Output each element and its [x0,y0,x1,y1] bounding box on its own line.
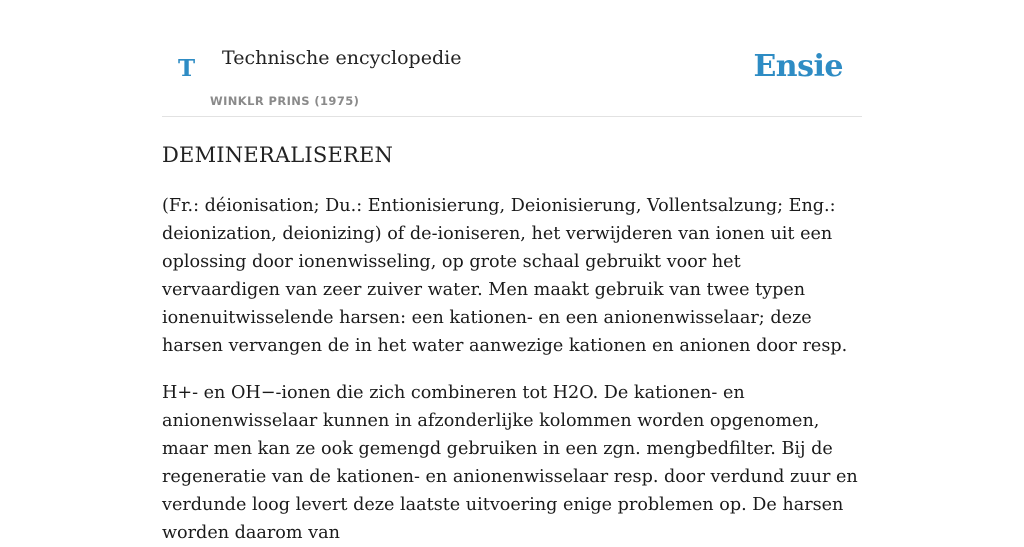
entry-title: DEMINERALISEREN [162,143,394,167]
entry-content [162,140,862,547]
entry-paragraph: H+- en OH−-ionen die zich combineren tot H2O. De kationen- en anionenwisselaar kunnen in afzonderlijke kolommen worden opgenomen, maar men kan ze ook gemengd gebruiken in een zgn. mengbedfilter. Bij de regeneratie van de kationen- en anionenwisselaar resp. door verdund zuur en verdunde loog levert deze laatste uitvoering enige problemen op. De harsen worden daarom van [162,383,858,543]
source-label: WINKLR PRINS (1975) [210,94,360,108]
encyclopedia-title[interactable]: Technische encyclopedie [222,47,462,69]
entry-paragraph: (Fr.: déionisation; Du.: Entionisierung, Deionisierung, Vollentsalzung; Eng.: deionization, deionizing) of de-ioniseren, het verwijderen van ionen uit een oplossing door ionenwisseling, op grote schaal gebruikt voor het vervaardigen van zeer zuiver water. Men maakt gebruik van twee typen ionenuitwisselende harsen: een kationen- en een anionenwisselaar; deze harsen vervangen de in het water aanwezige kationen en anionen door resp. [162,196,848,356]
encyclopedia-logo-icon[interactable]: T [178,55,196,82]
ensie-brand-logo[interactable]: Ensie [753,49,843,84]
page-header [162,0,862,117]
